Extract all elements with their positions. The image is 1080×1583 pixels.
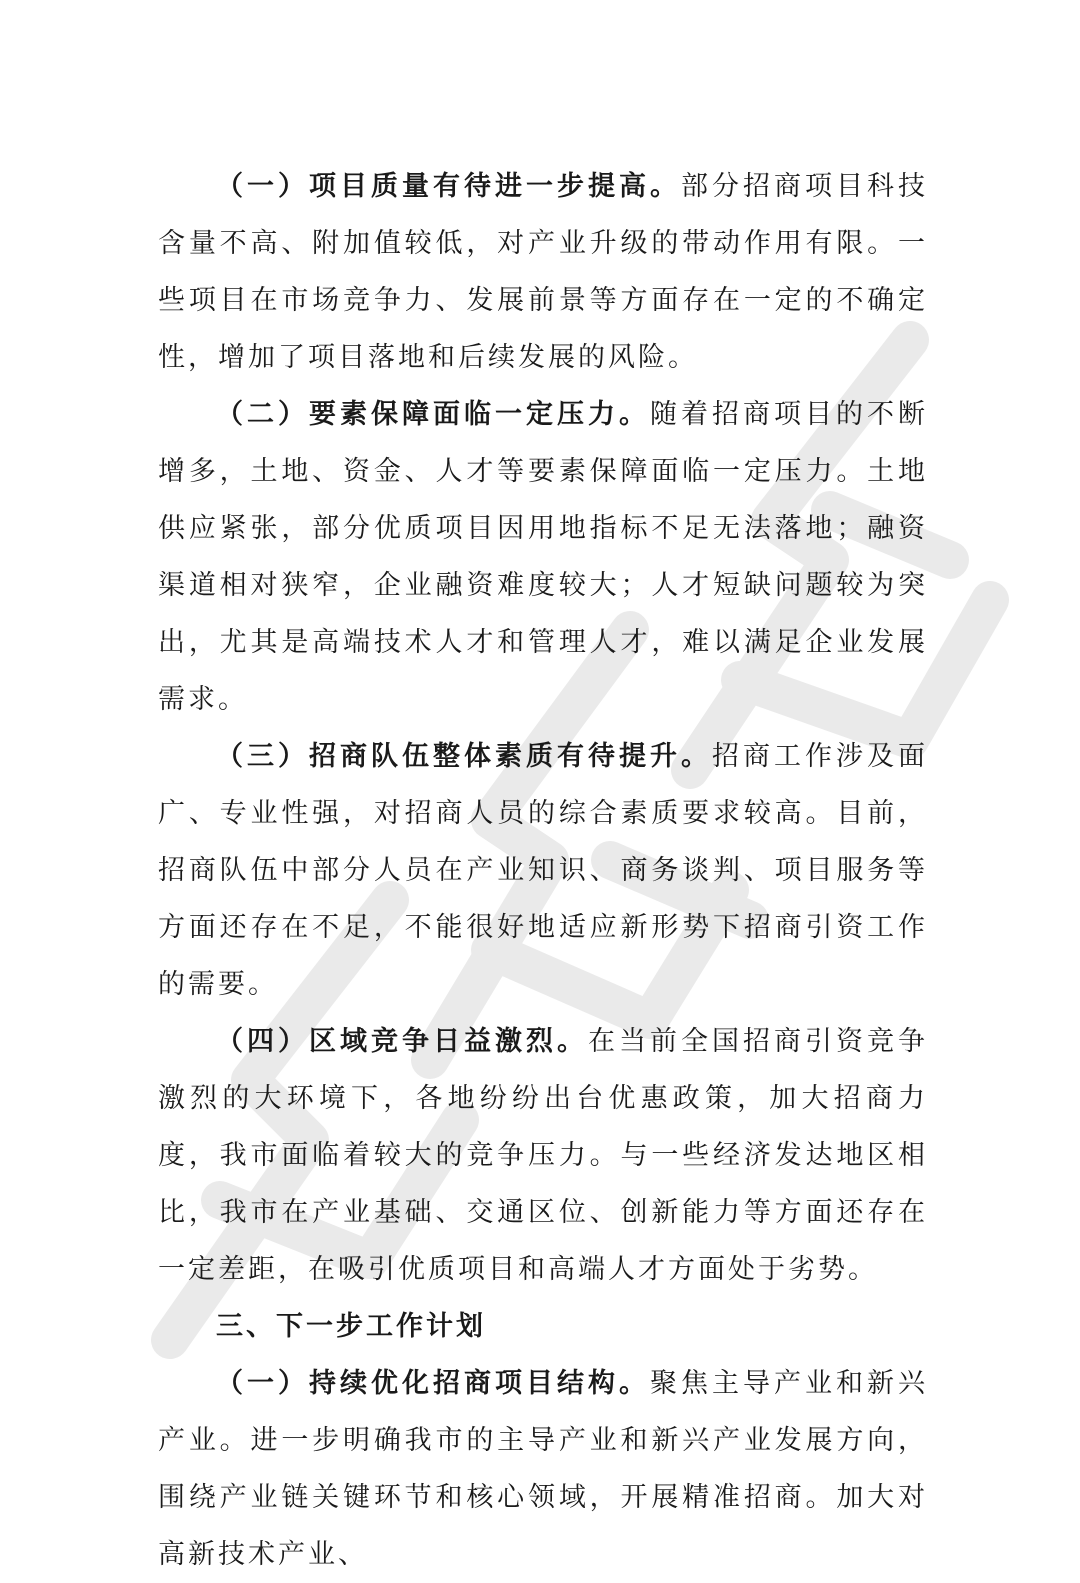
issue-heading-4: （四）区域竞争日益激烈。 bbox=[216, 1026, 588, 1057]
issue-heading-1: （一）项目质量有待进一步提高。 bbox=[216, 171, 681, 202]
plan-text-1: 聚焦主导产业和新兴产业。进一步明确我市的主导产业和新兴产业发展方向，围绕产业链关键环节和核心领域，开展精准招商。加大对高新技术产业、 bbox=[158, 1368, 928, 1570]
issue-paragraph-1 bbox=[158, 158, 928, 386]
issue-paragraph-4 bbox=[158, 1013, 928, 1298]
issue-heading-3: （三）招商队伍整体素质有待提升。 bbox=[216, 741, 712, 772]
section-title: 三、下一步工作计划 bbox=[216, 1311, 486, 1342]
issue-text-3: 招商工作涉及面广、专业性强，对招商人员的综合素质要求较高。目前，招商队伍中部分人员在产业知识、商务谈判、项目服务等方面还存在不足，不能很好地适应新形势下招商引资工作的需要。 bbox=[158, 741, 928, 1000]
plan-heading-1: （一）持续优化招商项目结构。 bbox=[216, 1368, 650, 1399]
document-body bbox=[158, 158, 928, 1583]
issue-text-1: 部分招商项目科技含量不高、附加值较低，对产业升级的带动作用有限。一些项目在市场竞争力、发展前景等方面存在一定的不确定性，增加了项目落地和后续发展的风险。 bbox=[158, 171, 928, 373]
plan-paragraph-1 bbox=[158, 1355, 928, 1583]
issue-text-4: 在当前全国招商引资竞争激烈的大环境下，各地纷纷出台优惠政策，加大招商力度，我市面临着较大的竞争压力。与一些经济发达地区相比，我市在产业基础、交通区位、创新能力等方面还存在一定差距，在吸引优质项目和高端人才方面处于劣势。 bbox=[158, 1026, 928, 1285]
issue-paragraph-2 bbox=[158, 386, 928, 728]
issue-heading-2: （二）要素保障面临一定压力。 bbox=[216, 399, 650, 430]
issue-text-2: 随着招商项目的不断增多，土地、资金、人才等要素保障面临一定压力。土地供应紧张，部分优质项目因用地指标不足无法落地；融资渠道相对狭窄，企业融资难度较大；人才短缺问题较为突出，尤其是高端技术人才和管理人才，难以满足企业发展需求。 bbox=[158, 399, 928, 715]
issue-paragraph-3 bbox=[158, 728, 928, 1013]
